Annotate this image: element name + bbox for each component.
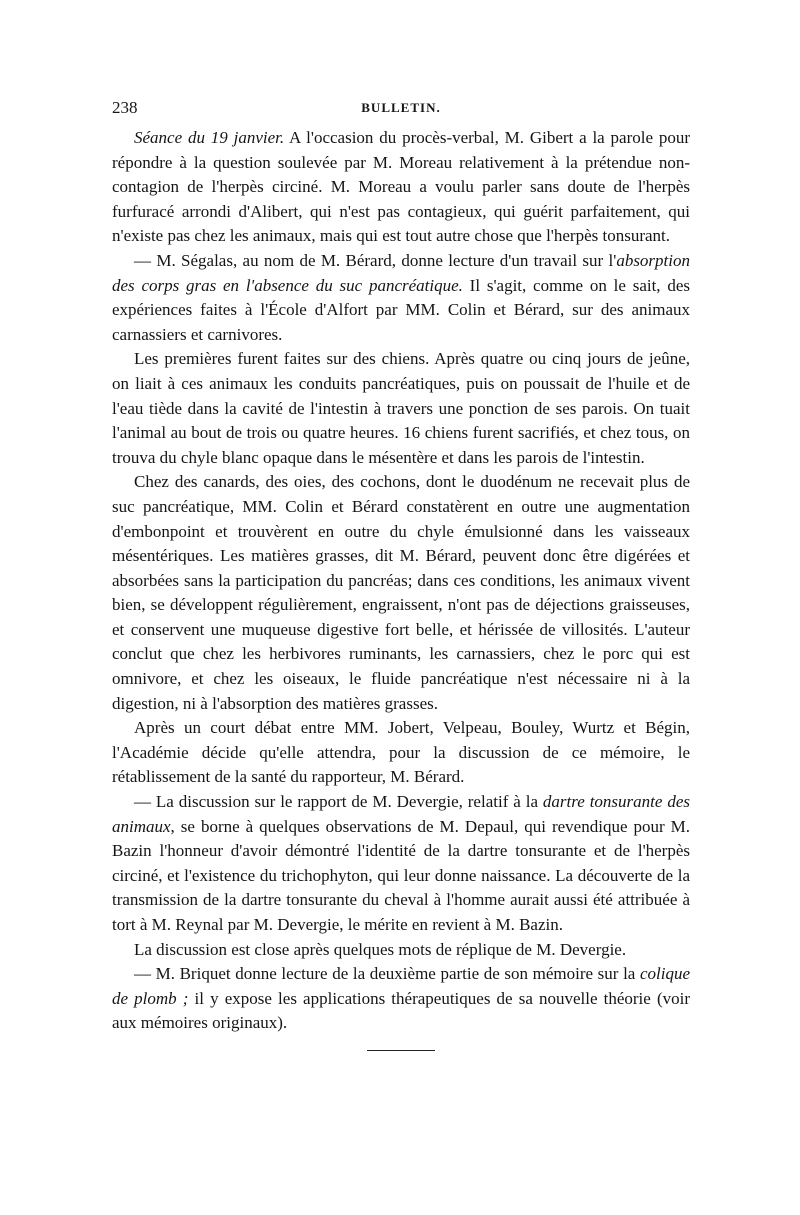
paragraph-text: Après un court débat entre MM. Jobert, Velpeau, Bouley, Wurtz et Bégin, l'Académie décide qu'elle attendra, pour la discussion de ce mémoire, le rétablissement de la santé du rapporteur, M. Bérard. xyxy=(112,718,690,787)
paragraph-text: — La discussion sur le rapport de M. Devergie, relatif à la xyxy=(134,792,543,812)
paragraph-text: Les premières furent faites sur des chiens. Après quatre ou cinq jours de jeûne, on liait à ces animaux les conduits pancréatiques, puis on poussait de l'huile et de l'eau tiède dans la cavité de l'intestin à travers une ponction de ses parois. On tuait l'animal au bout de trois ou quatre heures. 16 chiens furent sacrifiés, et chez tous, on trouva du chyle blanc opaque dans le mésentère et dans les parois de l'intestin. xyxy=(112,349,690,467)
paragraph-text: A l'occasion du procès-verbal, M. Gibert a la parole pour répondre à la question soulevée par M. Moreau relativement à la prétendue non-contagion de l'herpès circiné. M. Moreau a voulu parler sans doute de l'herpès furfuracé arrondi d'Alibert, qui n'est pas contagieux, qui guérit parfaitement, qui n'existe pas chez les animaux, mais qui est tout autre chose que l'herpès tonsurant. xyxy=(112,128,690,246)
paragraph-segalas xyxy=(112,249,690,347)
paragraph-debat xyxy=(112,716,690,790)
paragraph-chiens xyxy=(112,347,690,470)
paragraph-text: — M. Ségalas, au nom de M. Bérard, donne lecture d'un travail sur l' xyxy=(134,250,617,270)
paragraph-dartre xyxy=(112,790,690,938)
paragraph-text: il y expose les applications thérapeutiques de sa nouvelle théorie (voir aux mémoires originaux). xyxy=(112,988,690,1033)
paragraph-text: Il s'agit, comme on le sait, des expériences faites à l'École d'Alfort par MM. Colin et Bérard, sur des animaux carnassiers et carnivores. xyxy=(112,275,690,344)
paragraph-text: Chez des canards, des oies, des cochons, dont le duodénum ne recevait plus de suc pancréatique, MM. Colin et Bérard constatèrent en outre une augmentation d'embonpoint et trouvèrent en outre du chyle émulsionné dans les vaisseaux mésentériques. Les matières grasses, dit M. Bérard, peuvent donc être digérées et absorbées sans la participation du pancréas; dans ces conditions, les animaux vivent bien, se développent régulièrement, engraissent, n'ont pas de déjections graisseuses, et conservent une muqueuse digestive fort belle, et hérissée de villosités. L'auteur conclut que chez les herbivores ruminants, les carnassiers, chez le porc qui est omnivore, et chez les oiseaux, le fluide pancréatique n'est nécessaire ni à la digestion, ni à l'absorption des matières grasses. xyxy=(112,472,690,713)
work-title: absorption des corps gras en l'absence du suc pancréatique. xyxy=(112,250,690,295)
running-head: BULLETIN. xyxy=(361,100,441,115)
end-rule xyxy=(367,1050,435,1051)
page-number: 238 xyxy=(112,98,138,117)
paragraph-text: , se borne à quelques observations de M. Depaul, qui revendique pour M. Bazin l'honneur d'avoir démontré l'identité de la dartre tonsurante et de l'herpès circiné, et l'existence du trichophyton, qui leur donne naissance. La découverte de la transmission de la dartre tonsurante du cheval à l'homme aurait aussi été attribuée à tort à M. Reynal par M. Devergie, le mérite en revient à M. Bazin. xyxy=(112,816,690,934)
paragraph-text: — M. Briquet donne lecture de la deuxième partie de son mémoire sur la xyxy=(134,964,640,984)
paragraph-seance xyxy=(112,126,690,249)
paragraph-close xyxy=(112,938,690,963)
work-title: colique de plomb ; xyxy=(112,964,690,1008)
document-page xyxy=(112,96,690,1051)
page-header xyxy=(112,96,690,120)
work-title: dartre tonsurante des animaux xyxy=(112,792,691,836)
session-heading: Séance du 19 janvier. xyxy=(134,128,285,147)
paragraph-canards xyxy=(112,470,690,716)
paragraph-briquet xyxy=(112,962,690,1036)
paragraph-text: La discussion est close après quelques mots de réplique de M. Devergie. xyxy=(134,939,627,959)
